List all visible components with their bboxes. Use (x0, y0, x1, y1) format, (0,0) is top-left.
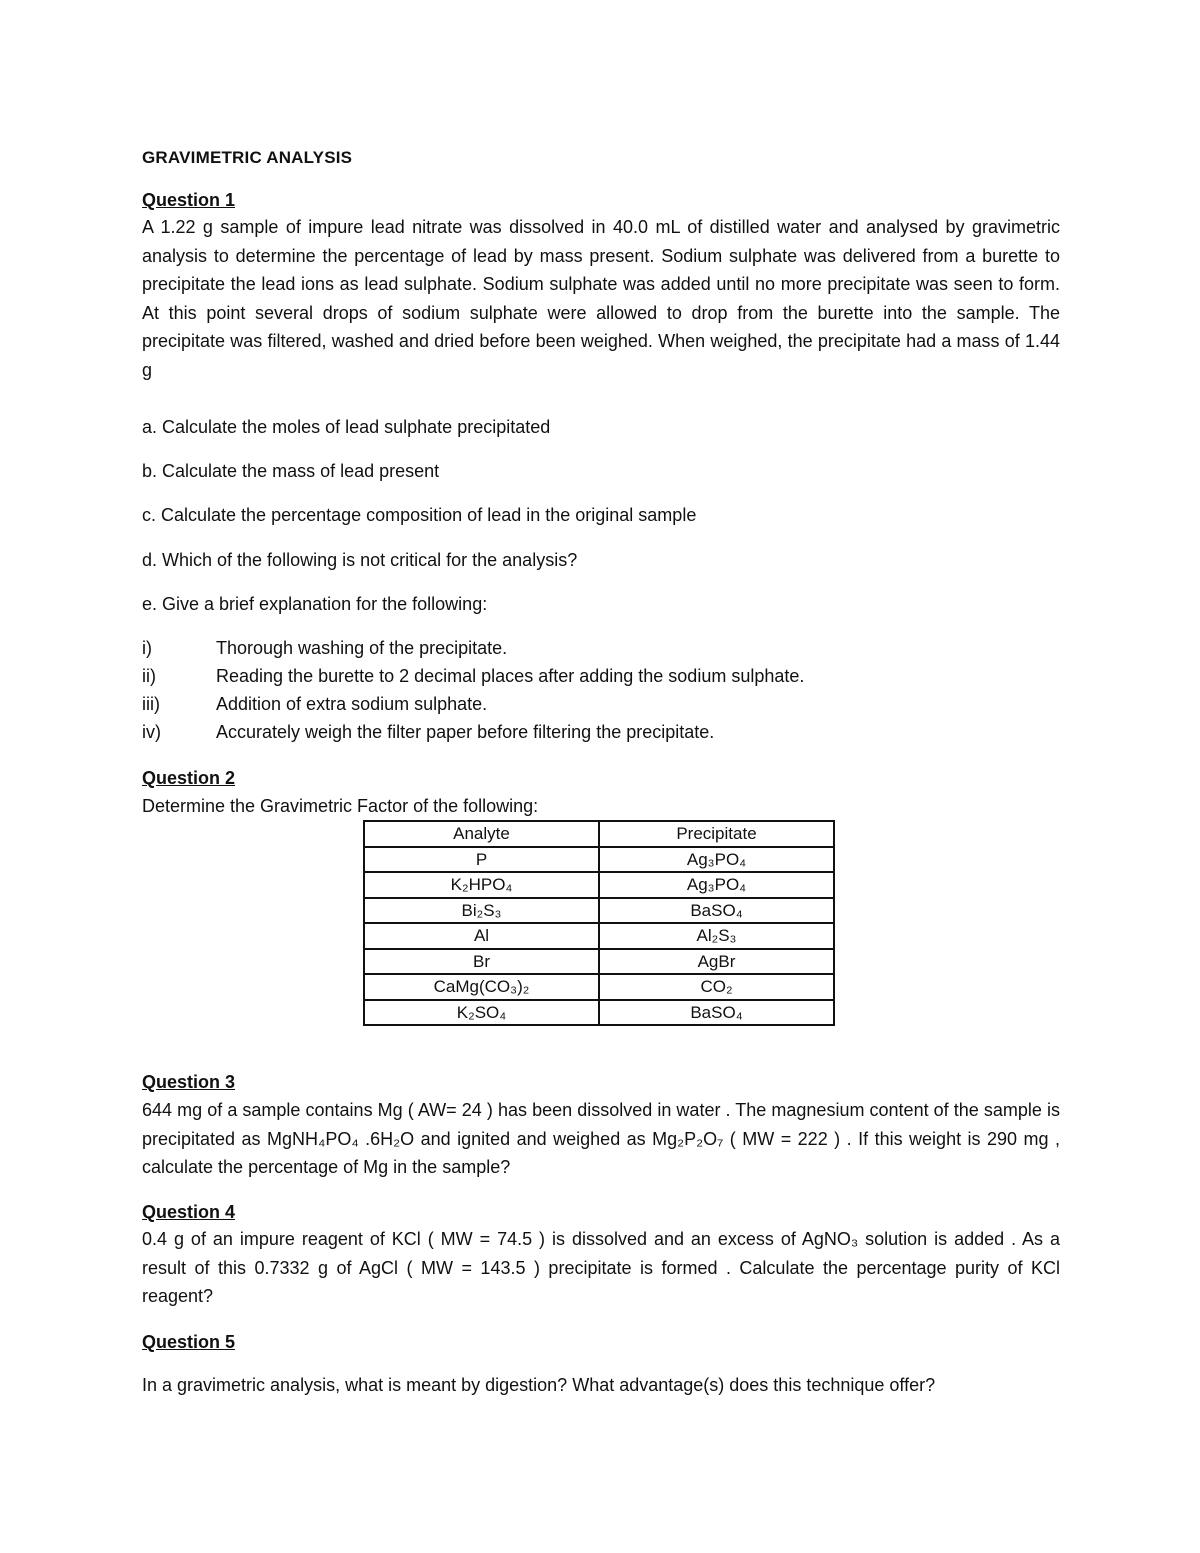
question-3-heading: Question 3 (142, 1072, 236, 1092)
table-cell: Br (364, 949, 599, 975)
question-2-heading: Question 2 (142, 768, 236, 788)
table-header-cell: Precipitate (599, 821, 834, 847)
list-item-number: iii) (142, 694, 160, 714)
table-row (364, 847, 834, 873)
table-header-row (364, 821, 834, 847)
gravimetric-factor-table (363, 820, 835, 1026)
table-cell: Al (364, 923, 599, 949)
list-item-text: Thorough washing of the precipitate. (216, 638, 508, 658)
question-4-heading: Question 4 (142, 1202, 236, 1222)
question-5-heading: Question 5 (142, 1332, 236, 1352)
table-cell: Ag₃PO₄ (599, 872, 834, 898)
table-cell: Al₂S₃ (599, 923, 834, 949)
table-row (364, 1000, 834, 1026)
question-1-text: A 1.22 g sample of impure lead nitrate was dissolved in 40.0 mL of distilled water and analysed by gravimetric analysis to determine the percentage of lead by mass present. Sodium sulphate was delivered from a burette to precipitate the lead ions as lead sulphate. Sodium sulphate was added until no more precipitate was seen to form. At this point several drops of sodium sulphate were allowed to drop from the burette into the sample. The precipitate was filtered, washed and dried before been weighed. When weighed, the precipitate had a mass of 1.44 g (142, 217, 1060, 380)
table-cell: CO₂ (599, 974, 834, 1000)
table-row (364, 923, 834, 949)
table-row (364, 949, 834, 975)
question-1-heading: Question 1 (142, 190, 236, 210)
table-row (364, 974, 834, 1000)
table-cell: AgBr (599, 949, 834, 975)
question-3-text: 644 mg of a sample contains Mg ( AW= 24 ) has been dissolved in water . The magnesium content of the sample is precipitated as MgNH₄PO₄ .6H₂O and ignited and weighed as Mg₂P₂O₇ ( MW = 222 ) . If this weight is 290 mg , calculate the percentage of Mg in the sample? (142, 1100, 1060, 1177)
question-1-part-b: b. Calculate the mass of lead present (142, 461, 440, 481)
question-1-part-a: a. Calculate the moles of lead sulphate precipitated (142, 417, 551, 437)
table-cell: P (364, 847, 599, 873)
list-item-text: Reading the burette to 2 decimal places after adding the sodium sulphate. (216, 666, 805, 686)
question-1-part-e: e. Give a brief explanation for the following: (142, 594, 488, 614)
table-cell: Ag₃PO₄ (599, 847, 834, 873)
question-4-text: 0.4 g of an impure reagent of KCl ( MW = 74.5 ) is dissolved and an excess of AgNO₃ solution is added . As a result of this 0.7332 g of AgCl ( MW = 143.5 ) precipitate is formed . Calculate the percentage purity of KCl reagent? (142, 1229, 1060, 1306)
table-cell: BaSO₄ (599, 1000, 834, 1026)
table-cell: K₂HPO₄ (364, 872, 599, 898)
question-5-text: In a gravimetric analysis, what is meant by digestion? What advantage(s) does this technique offer? (142, 1375, 936, 1395)
table-cell: K₂SO₄ (364, 1000, 599, 1026)
table-row (364, 872, 834, 898)
table-header-cell: Analyte (364, 821, 599, 847)
list-item-text: Accurately weigh the filter paper before filtering the precipitate. (216, 722, 715, 742)
table-cell: BaSO₄ (599, 898, 834, 924)
question-1-part-c: c. Calculate the percentage composition of lead in the original sample (142, 505, 697, 525)
list-item-number: iv) (142, 722, 161, 742)
document-title: GRAVIMETRIC ANALYSIS (142, 148, 353, 167)
list-item-number: i) (142, 638, 152, 658)
question-1-part-d: d. Which of the following is not critical for the analysis? (142, 550, 578, 570)
table-row (364, 898, 834, 924)
table-cell: Bi₂S₃ (364, 898, 599, 924)
list-item-text: Addition of extra sodium sulphate. (216, 694, 488, 714)
list-item-number: ii) (142, 666, 156, 686)
question-2-text: Determine the Gravimetric Factor of the following: (142, 796, 539, 816)
table-cell: CaMg(CO₃)₂ (364, 974, 599, 1000)
